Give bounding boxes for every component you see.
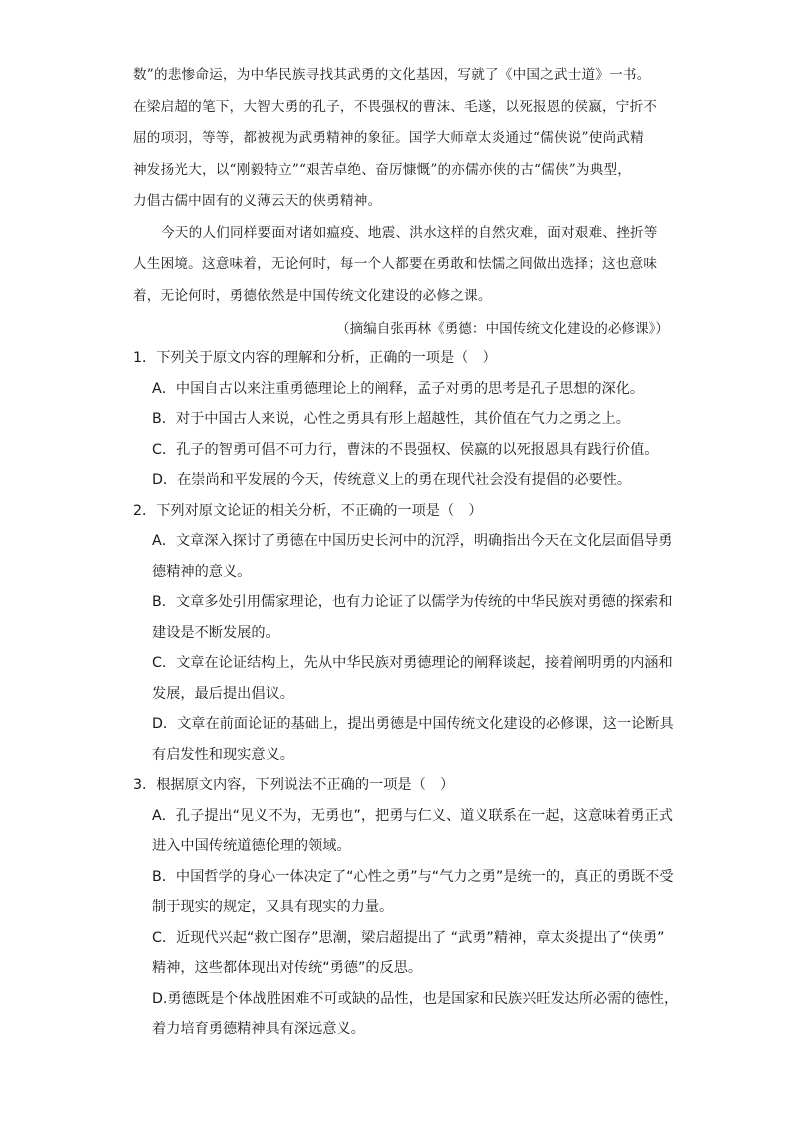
- option-c: [133, 923, 673, 984]
- option-line: 着力培育勇德精神具有深远意义。: [152, 1021, 365, 1037]
- option-line: 德精神的意义。: [152, 563, 252, 580]
- passage-line: 今天的人们同样要面对诸如瘟疫、地震、洪水这样的自然灾难，面对艰难、挫折等: [161, 224, 658, 241]
- question-stem: 2．下列对原文论证的相关分析，不正确的一项是（ ）: [133, 502, 483, 519]
- question-stem: 3．根据原文内容，下列说法不正确的一项是（ ）: [133, 777, 455, 793]
- question-3: [133, 770, 679, 1045]
- passage-line: 神发扬光大，以“刚毅特立”“艰苦卓绝、奋厉慷慨”的亦儒亦侠的古“儒侠”为典型，: [133, 161, 632, 178]
- question-2: [133, 496, 673, 771]
- option-line: C．孔子的智勇可倡不可力行，曹沫的不畏强权、侯嬴的以死报恩具有践行价值。: [152, 441, 659, 458]
- option-d: [133, 984, 679, 1045]
- option-line: A．中国自古以来注重勇德理论上的阐释，孟子对勇的思考是孔子思想的深化。: [152, 380, 645, 397]
- option-line: 进入中国传统道德伦理的领域。: [152, 838, 351, 854]
- option-line: 制于现实的规定，又具有现实的力量。: [152, 899, 394, 915]
- option-line: D.勇德既是个体战胜困难不可或缺的品性，也是国家和民族兴旺发达所必需的德性，: [152, 990, 679, 1007]
- question-1: [133, 343, 673, 496]
- option-line: D．在崇尚和平发展的今天，传统意义上的勇在现代社会没有提倡的必要性。: [152, 472, 632, 488]
- option-c: [133, 648, 673, 709]
- option-line: 有启发性和现实意义。: [152, 746, 294, 763]
- option-c: [133, 435, 673, 466]
- option-d: [133, 709, 673, 770]
- passage-line: 力倡古儒中固有的义薄云天的侠勇精神。: [133, 193, 382, 209]
- option-b: [133, 862, 673, 923]
- option-line: B．中国哲学的身心一体决定了“心性之勇”与“气力之勇”是统一的，真正的勇既不受: [152, 868, 674, 885]
- option-a: [133, 801, 673, 862]
- option-line: A．文章深入探讨了勇德在中国历史长河中的沉浮，明确指出今天在文化层面倡导勇: [152, 533, 673, 549]
- question-list: [133, 343, 679, 1045]
- option-b: [133, 404, 673, 435]
- passage-source: （摘编自张再林《勇德：中国传统文化建设的必修课》）: [335, 321, 669, 337]
- option-line: 建设是不断发展的。: [152, 624, 280, 641]
- option-line: 发展，最后提出倡议。: [152, 685, 294, 702]
- passage-line: 数”的悲惨命运，为中华民族寻找其武勇的文化基因，写就了《中国之武士道》一书。: [133, 67, 651, 83]
- option-line: B．对于中国古人来说，心性之勇具有形上超越性，其价值在气力之勇之上。: [152, 411, 630, 427]
- option-line: 精神，这些都体现出对传统“勇德”的反思。: [152, 960, 423, 976]
- option-line: C．近现代兴起“救亡图存”思潮，梁启超提出了 “武勇”精神，章太炎提出了“侠勇”: [152, 929, 665, 946]
- option-line: D．文章在前面论证的基础上，提出勇德是中国传统文化建设的必修课，这一论断具: [152, 716, 674, 732]
- option-d: [133, 465, 673, 496]
- passage-line: 人生困境。这意味着，无论何时，每一个人都要在勇敢和怯懦之间做出选择；这也意味: [133, 256, 658, 272]
- option-b: [133, 587, 673, 648]
- question-stem: 1．下列关于原文内容的理解和分析，正确的一项是（ ）: [133, 350, 497, 366]
- option-line: A．孔子提出“见义不为，无勇也”，把勇与仁义、道义联系在一起，这意味着勇正式: [152, 807, 673, 824]
- passage-line: 在梁启超的笔下，大智大勇的孔子，不畏强权的曹沫、毛遂，以死报恩的侯嬴，宁折不: [133, 98, 658, 115]
- reading-passage: [133, 60, 669, 346]
- option-line: B．文章多处引用儒家理论，也有力论证了以儒学为传统的中华民族对勇德的探索和: [152, 594, 673, 610]
- option-a: [133, 526, 673, 587]
- option-a: [133, 374, 673, 405]
- passage-line: 着，无论何时，勇德依然是中国传统文化建设的必修之课。: [133, 287, 492, 304]
- option-line: C．文章在论证结构上，先从中华民族对勇德理论的阐释谈起，接着阐明勇的内涵和: [152, 655, 673, 671]
- passage-line: 屈的项羽，等等，都被视为武勇精神的象征。国学大师章太炎通过“儒侠说”使尚武精: [133, 130, 644, 146]
